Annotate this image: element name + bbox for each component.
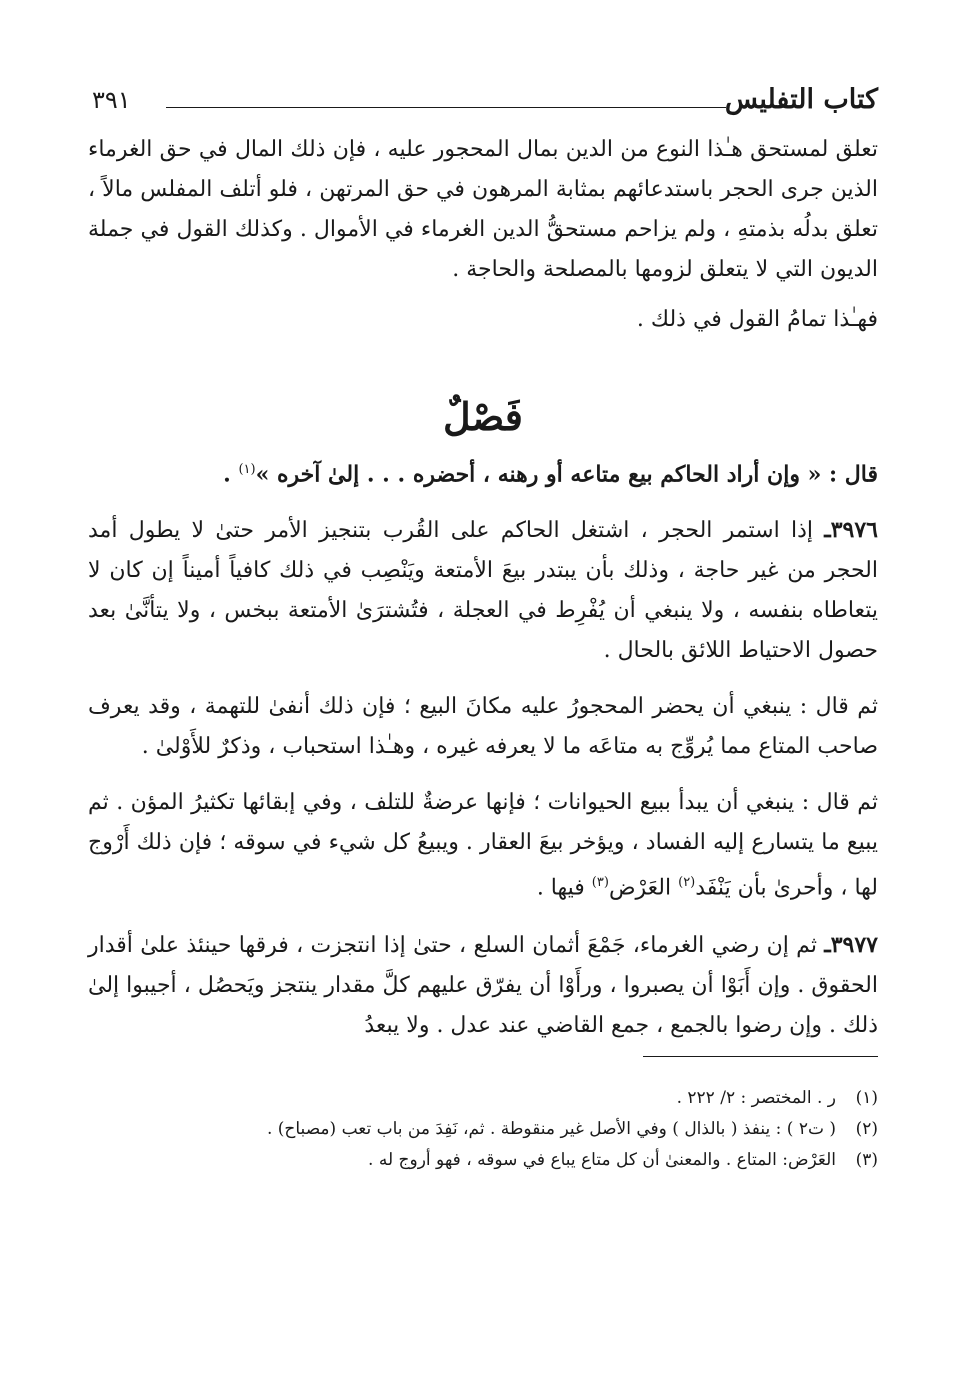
footnote-text: ر . المختصر : ٢/ ٢٢٢ .	[676, 1087, 836, 1108]
intro-paragraph: تعلق لمستحق هـٰذا النوع من الدين بمال المحجور عليه ، فإن ذلك المال في حق الغرماء الذين جرى الحجر باستدعائهم بمثابة المرهون في حق المرتهن ، فلو أتلف المفلس مالاً ، تعلق بدلُه بذمتهِ ، ولم يزاحم مستحقُّ الدين الغرماء في الأموال . وكذلك القول في جملة الديون التي لا يتعلق لزومها بالمصلحة والحاجة .	[88, 137, 878, 282]
footnote-rule	[643, 1056, 878, 1057]
paragraph-animals	[88, 783, 878, 908]
quote-line	[88, 450, 878, 494]
paragraph-text: إذا استمر الحجر ، اشتغل الحاكم على القُرب بتنجيز الأمر حتىٰ لا يطول أمد الحجر من غير حاجة ، وذلك بأن يبتدر بيعَ الأمتعة ويَنْصِب في ذلك كافياً أميناً إن كان لا يتعاطاه بنفسه ، ولا ينبغي أن يُفْرِط في العجلة ، فتُشترَىٰ الأمتعة ببخس ، ولا يتأنَّىٰ بعد حصول الاحتياط اللائق بالحال .	[88, 518, 878, 664]
paragraph-text: ثم قال : ينبغي أن يحضر المحجورُ عليه مكانَ البيع ؛ فإن ذلك أنفىٰ للتهمة ، وقد يعرف صاحب المتاع مما يُروِّج به متاعَه ما لا يعرفه غيره ، وهـٰذا استحباب ، وذكرٌ للأَوْلىٰ .	[88, 694, 878, 760]
paragraph-text-tail: فيها .	[536, 875, 592, 901]
chapter-title: كتاب التفليس	[724, 84, 878, 115]
footnote-number: (٢)	[855, 1118, 878, 1139]
section-heading-text: فَصْلٌ	[443, 394, 523, 439]
quote-end: .	[223, 461, 239, 488]
paragraph-number: ٣٩٧٧ـ	[824, 931, 878, 958]
paragraph-3976	[88, 510, 878, 671]
paragraph-3977	[88, 925, 878, 1046]
page-number: ٣٩١	[92, 86, 131, 114]
header-rule	[166, 107, 726, 108]
footnote-number: (٣)	[855, 1149, 878, 1170]
footnote-ref-3: (٣)	[591, 875, 609, 891]
footnote-ref-2: (٢)	[678, 875, 696, 891]
paragraph-text: ثم قال : ينبغي أن يبدأ ببيع الحيوانات ؛ فإنها عرضةٌ للتلف ، وفي إبقائها تكثيرُ المؤن . ثم يبيع ما يتسارع إليه الفساد ، ويؤخر بيعَ العقار . ويبيعُ كل شيء في سوقه ؛ فإن ذلك أَرْوج لها ، وأحرىٰ بأن يَنْفَد	[88, 790, 878, 901]
footnote	[88, 1083, 878, 1114]
quote-text: قال : « وإن أراد الحاكم بيع متاعه أو رهنه ، أحضره . . . إلىٰ آخره »	[255, 461, 878, 488]
book-page	[88, 82, 878, 1176]
running-header	[88, 82, 878, 122]
closing-paragraph: فهـٰذا تمامُ القول في ذلك .	[636, 307, 878, 332]
footnote-text: العَرْض: المتاع . والمعنىٰ أن كل متاع يباع في سوقه ، فهو أروج له .	[368, 1149, 836, 1170]
paragraph-text: ثم إن رضي الغرماء، جَمْعَ أثمان السلع ، حتىٰ إذا انتجزت ، فرقها حينئذ علىٰ أقدار الحقوق . وإن أَبَوْا أن يصبروا ، ورأَوْا أن يفرّق عليهم كلَّ مقدار ينتجز ويَحصُل ، أجيبوا إلىٰ ذلك . وإن رضوا بالجمع ، جمع القاضي عند عدل . ولا يبعدُ	[88, 932, 878, 1038]
section-heading	[88, 392, 878, 444]
footnote-text: ( ت٢ ) : ينفذ ( بالذال ) وفي الأصل غير منقوطة . ثم، نَفِدَ من باب تعب (مصباح) .	[266, 1118, 836, 1139]
paragraph-text-mid: العَرْض	[608, 875, 679, 901]
footnote	[88, 1145, 878, 1176]
footnotes	[88, 1083, 878, 1176]
footnote-number: (١)	[855, 1087, 878, 1108]
paragraph-number: ٣٩٧٦ـ	[824, 517, 878, 544]
paragraph-presence	[88, 687, 878, 767]
footnote-ref-1: (١)	[238, 462, 256, 477]
footnote	[88, 1114, 878, 1145]
